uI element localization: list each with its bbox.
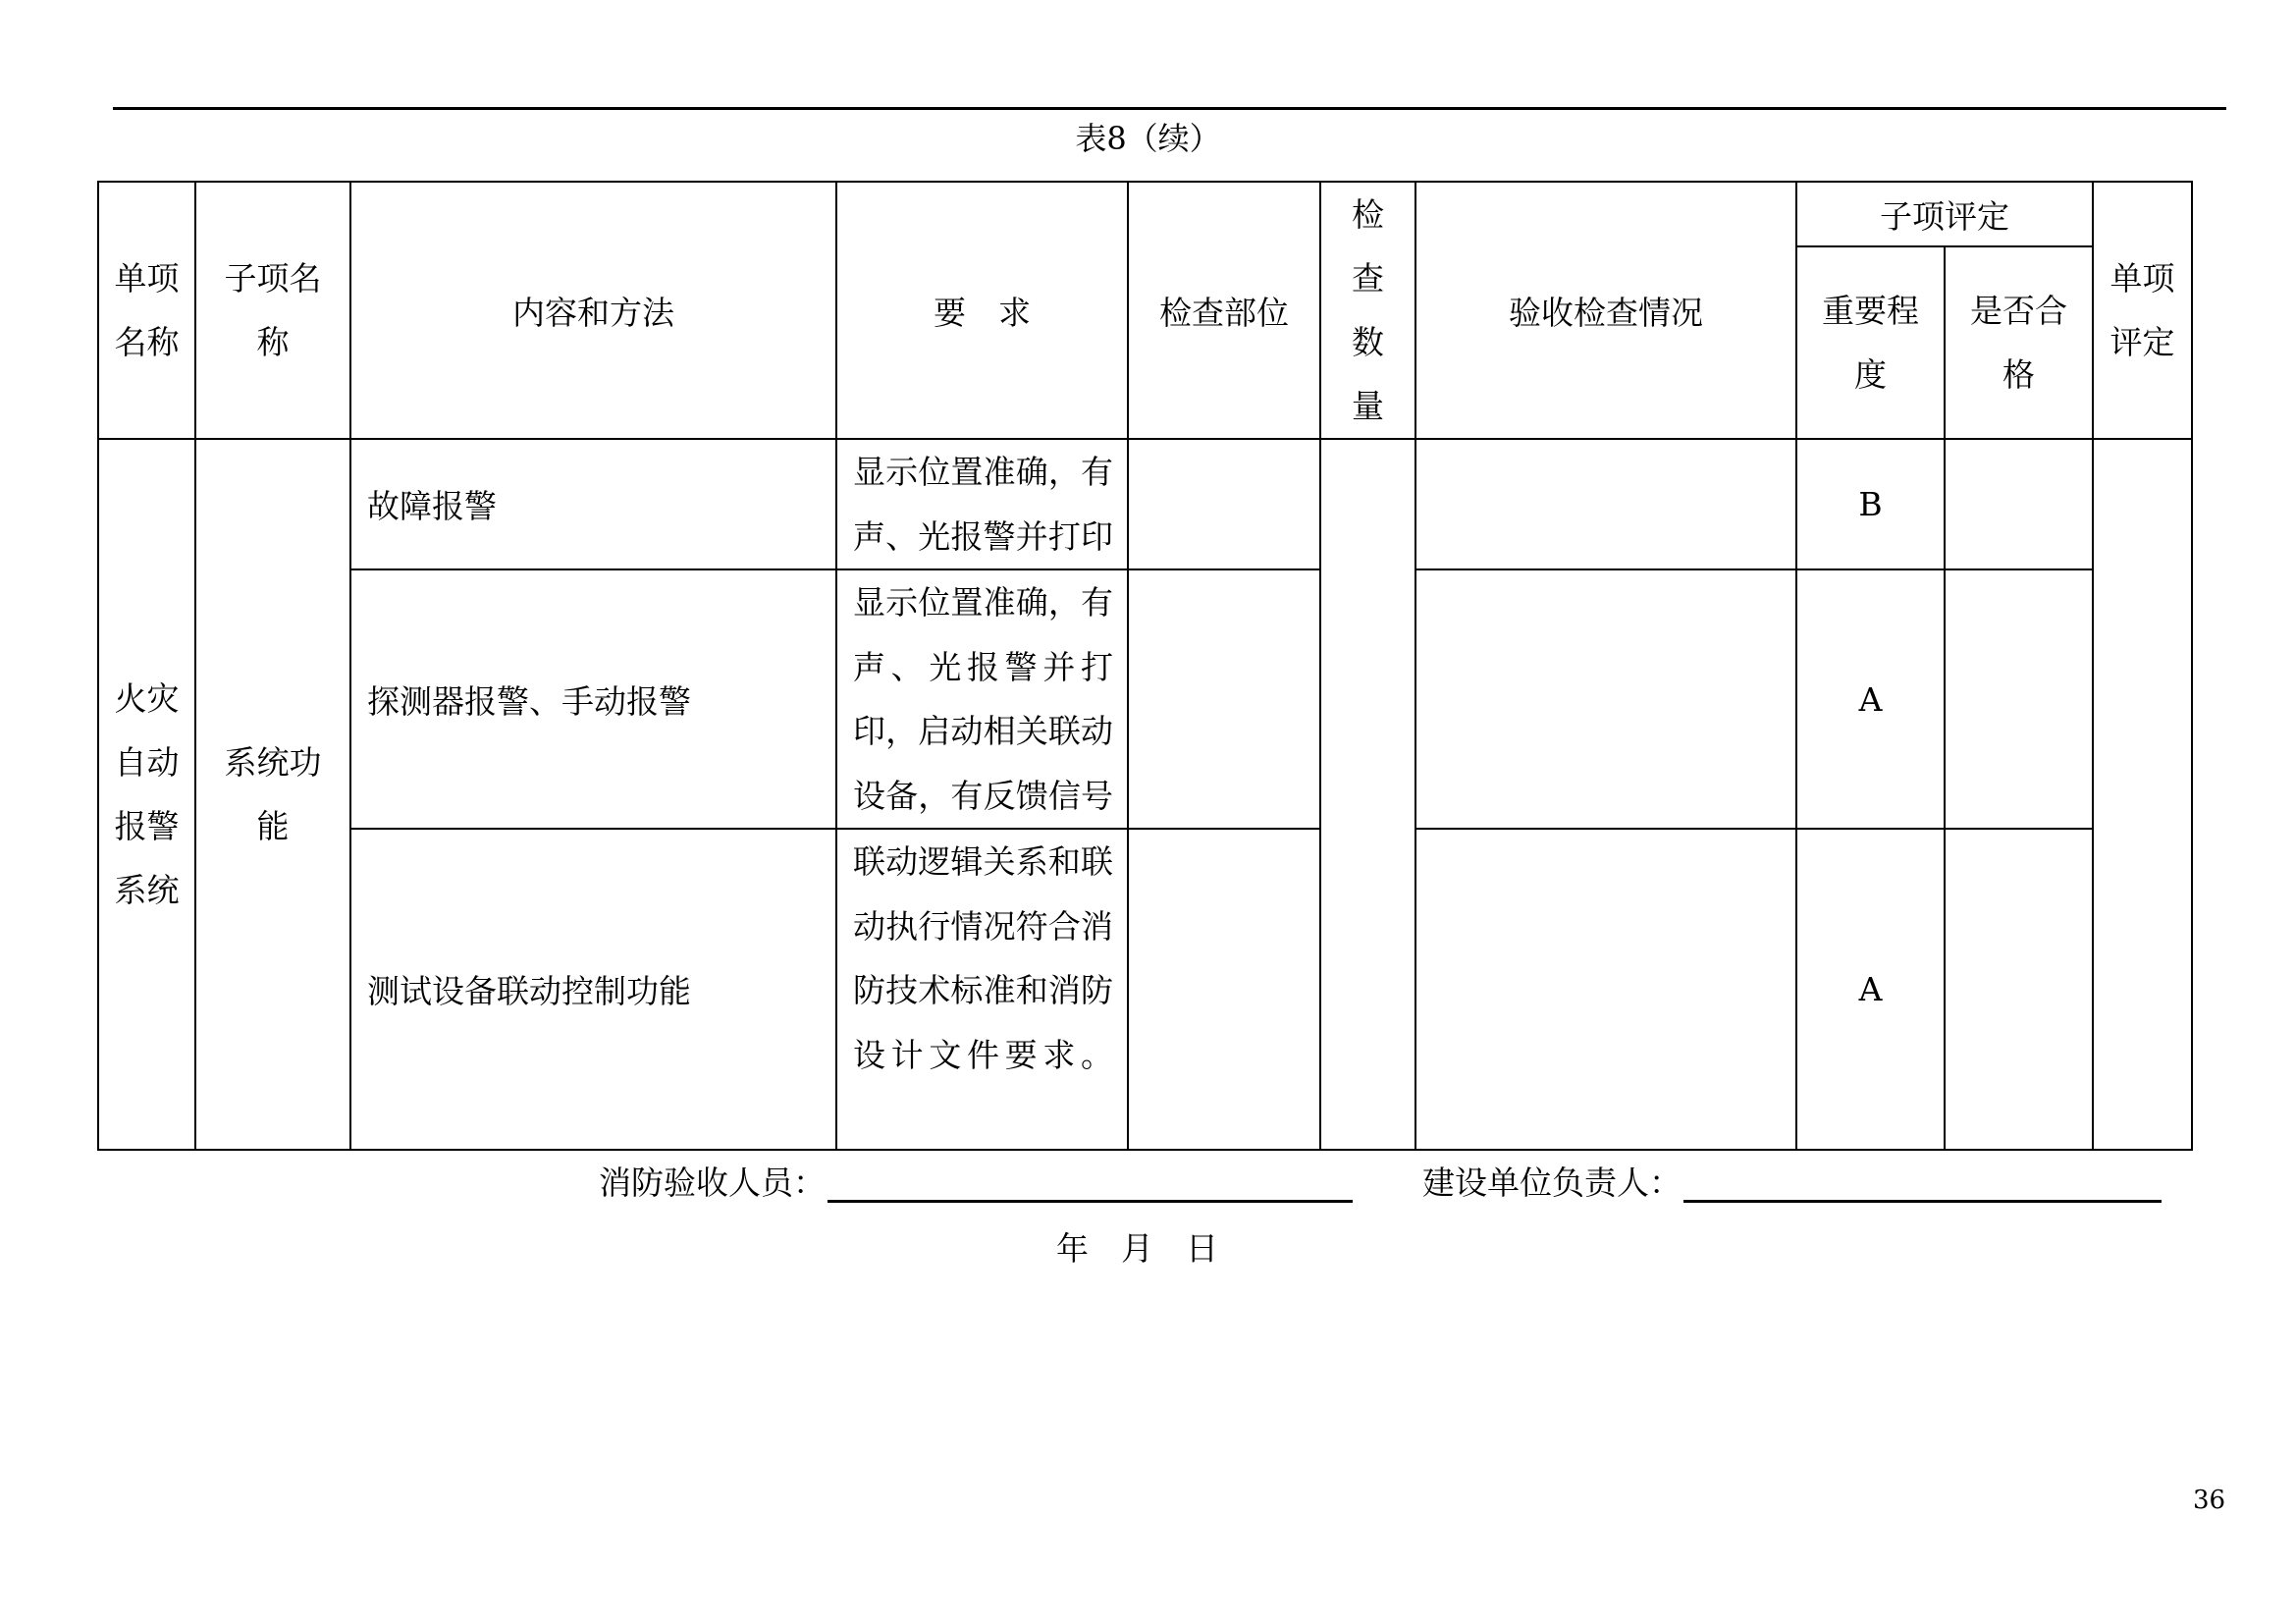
check-location-cell (1128, 569, 1320, 829)
check-location-cell (1128, 439, 1320, 569)
top-rule (113, 107, 2226, 110)
qualified-cell (1945, 439, 2093, 569)
header-requirement: 要 求 (836, 182, 1128, 439)
page-number: 36 (2193, 1486, 2226, 1515)
content-cell: 探测器报警、手动报警 (350, 569, 836, 829)
inspector-signature-line[interactable] (828, 1200, 1353, 1203)
header-importance: 重要程 度 (1796, 246, 1945, 439)
qualified-cell (1945, 569, 2093, 829)
acceptance-status-cell (1415, 569, 1796, 829)
date-line: 年 月 日 (1056, 1229, 1218, 1268)
header-qualified: 是否合 格 (1945, 246, 2093, 439)
acceptance-table (97, 181, 2193, 1151)
acceptance-status-cell (1415, 829, 1796, 1150)
requirement-cell: 联动逻辑关系和联动执行情况符合消防技术标准和消防设计文件要求。 (836, 829, 1128, 1150)
header-item-eval: 单项 评定 (2093, 182, 2192, 439)
requirement-cell: 显示位置准确，有声、光报警并打印 (836, 439, 1128, 569)
header-content-method: 内容和方法 (350, 182, 836, 439)
owner-signature-line[interactable] (1683, 1200, 2162, 1203)
header-check-qty: 检 查 数 量 (1320, 182, 1415, 439)
importance-cell: A (1796, 569, 1945, 829)
requirement-cell: 显示位置准确，有声、光报警并打印，启动相关联动设备，有反馈信号 (836, 569, 1128, 829)
check-qty-cell (1320, 439, 1415, 1150)
header-sub-item-name: 子项名 称 (195, 182, 350, 439)
table-caption: 表8（续） (1075, 120, 1221, 157)
acceptance-status-cell (1415, 439, 1796, 569)
header-item-name: 单项 名称 (98, 182, 195, 439)
item-name-cell: 火灾 自动 报警 系统 (98, 439, 195, 1150)
qualified-cell (1945, 829, 2093, 1150)
content-cell: 测试设备联动控制功能 (350, 829, 836, 1150)
importance-cell: A (1796, 829, 1945, 1150)
header-acceptance-status: 验收检查情况 (1415, 182, 1796, 439)
importance-cell: B (1796, 439, 1945, 569)
inspector-label: 消防验收人员： (599, 1164, 826, 1202)
sub-item-name-cell: 系统功 能 (195, 439, 350, 1150)
content-cell: 故障报警 (350, 439, 836, 569)
check-location-cell (1128, 829, 1320, 1150)
header-sub-eval: 子项评定 (1796, 182, 2093, 246)
item-eval-cell (2093, 439, 2192, 1150)
owner-label: 建设单位负责人： (1422, 1164, 1682, 1202)
header-check-location: 检查部位 (1128, 182, 1320, 439)
